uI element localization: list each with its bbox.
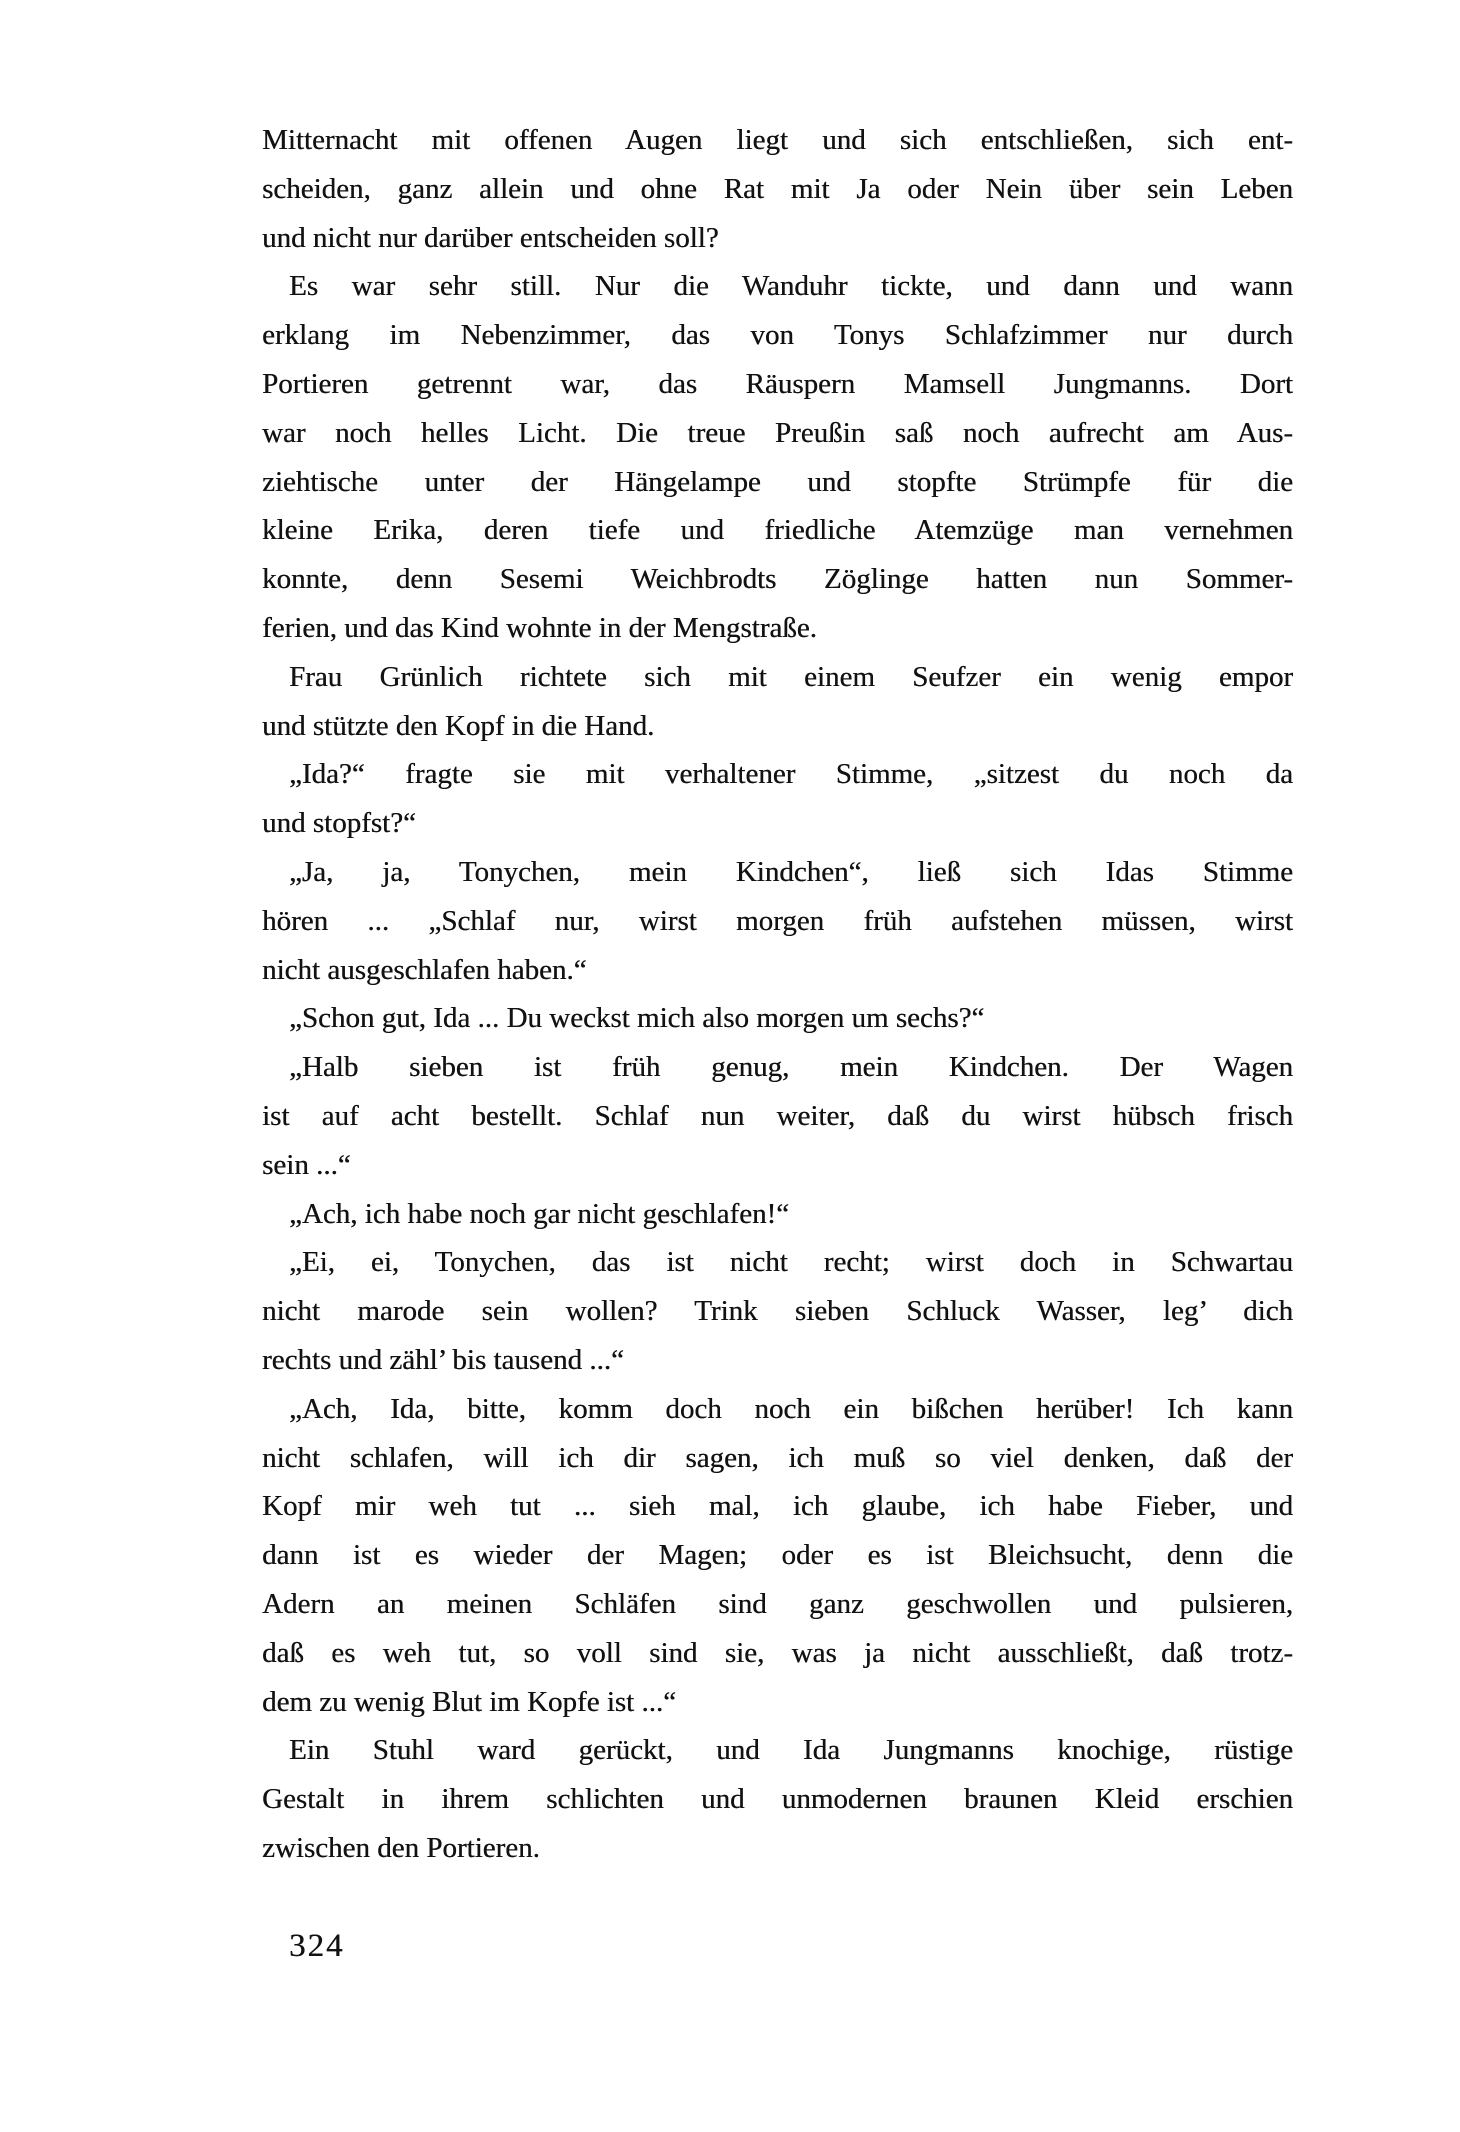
text-line: Portieren getrennt war, das Räuspern Mamsell Jungmanns. Dort <box>262 367 1293 400</box>
text-line: Gestalt in ihrem schlichten und unmodernen braunen Kleid erschien <box>262 1783 1293 1816</box>
text-line: dem zu wenig Blut im Kopfe ist ...“ <box>262 1685 676 1718</box>
text-line: „Ach, ich habe noch gar nicht geschlafen!“ <box>289 1197 790 1230</box>
text-line: und stützte den Kopf in die Hand. <box>262 709 655 742</box>
text-line: war noch helles Licht. Die treue Preußin saß noch aufrecht am Aus- <box>262 416 1293 449</box>
text-line: „Ja, ja, Tonychen, mein Kindchen“, ließ sich Idas Stimme <box>289 855 1293 888</box>
text-line: kleine Erika, deren tiefe und friedliche Atemzüge man vernehmen <box>262 514 1293 547</box>
text-line: ferien, und das Kind wohnte in der Mengstraße. <box>262 611 817 644</box>
text-line: zwischen den Portieren. <box>262 1831 540 1864</box>
text-line: „Ida?“ fragte sie mit verhaltener Stimme, „sitzest du noch da <box>289 758 1293 791</box>
text-line: ist auf acht bestellt. Schlaf nun weiter, daß du wirst hübsch frisch <box>262 1099 1293 1132</box>
text-line: Mitternacht mit offenen Augen liegt und sich entschließen, sich ent- <box>262 124 1293 156</box>
text-line: nicht schlafen, will ich dir sagen, ich muß so viel denken, daß der <box>262 1441 1293 1474</box>
text-line: dann ist es wieder der Magen; oder es ist Bleichsucht, denn die <box>262 1539 1293 1572</box>
text-line: Es war sehr still. Nur die Wanduhr tickte, und dann und wann <box>289 270 1293 303</box>
text-line: sein ...“ <box>262 1148 351 1181</box>
text-line: Kopf mir weh tut ... sieh mal, ich glaube, ich habe Fieber, und <box>262 1490 1293 1523</box>
text-line: nicht marode sein wollen? Trink sieben Schluck Wasser, leg’ dich <box>262 1295 1293 1328</box>
text-line: und nicht nur darüber entscheiden soll? <box>262 221 719 254</box>
text-line: hören ... „Schlaf nur, wirst morgen früh aufstehen müssen, wirst <box>262 904 1293 937</box>
text-line: erklang im Nebenzimmer, das von Tonys Schlafzimmer nur durch <box>262 319 1293 352</box>
page-text <box>262 116 1293 1873</box>
text-line: konnte, denn Sesemi Weichbrodts Zöglinge hatten nun Sommer- <box>262 563 1293 596</box>
text-line: daß es weh tut, so voll sind sie, was ja nicht ausschließt, daß trotz- <box>262 1636 1293 1669</box>
text-line: rechts und zähl’ bis tausend ...“ <box>262 1343 624 1376</box>
text-line: „Schon gut, Ida ... Du weckst mich also morgen um sechs?“ <box>289 1002 985 1035</box>
page-number: 324 <box>289 1928 345 1964</box>
text-line: Frau Grünlich richtete sich mit einem Seufzer ein wenig empor <box>289 660 1293 693</box>
text-line: Ein Stuhl ward gerückt, und Ida Jungmanns knochige, rüstige <box>289 1734 1293 1767</box>
text-line: Adern an meinen Schläfen sind ganz geschwollen und pulsieren, <box>262 1587 1293 1620</box>
text-line: „Ach, Ida, bitte, komm doch noch ein bißchen herüber! Ich kann <box>289 1392 1293 1425</box>
text-line: scheiden, ganz allein und ohne Rat mit Ja oder Nein über sein Leben <box>262 172 1293 205</box>
text-line: „Halb sieben ist früh genug, mein Kindchen. Der Wagen <box>289 1051 1293 1084</box>
text-line: „Ei, ei, Tonychen, das ist nicht recht; wirst doch in Schwartau <box>289 1246 1293 1279</box>
text-line: nicht ausgeschlafen haben.“ <box>262 953 587 986</box>
text-line: und stopfst?“ <box>262 807 416 840</box>
text-line: ziehtische unter der Hängelampe und stopfte Strümpfe für die <box>262 465 1293 498</box>
